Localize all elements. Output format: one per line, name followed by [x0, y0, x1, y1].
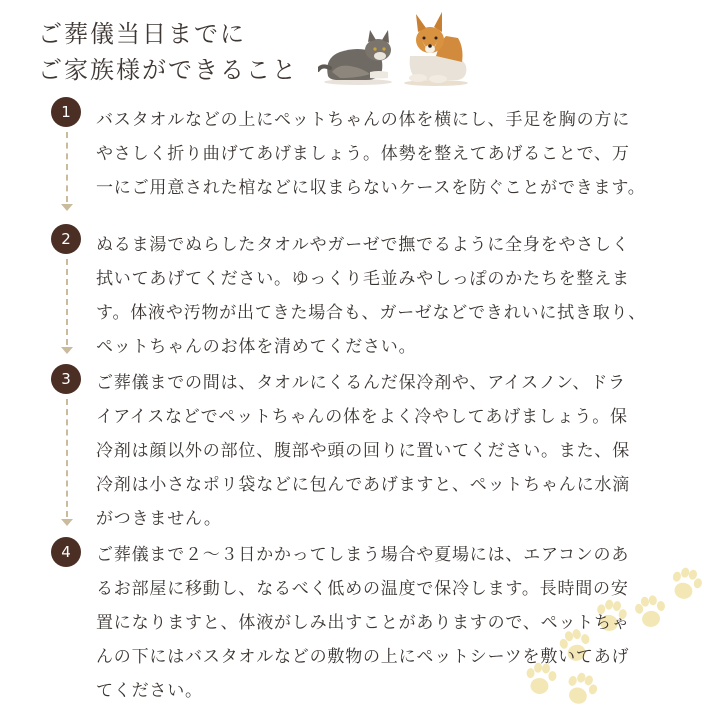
step-badge-4: 4	[51, 537, 81, 567]
step-connector-3	[66, 399, 68, 517]
text-line: ご葬儀までの間は、タオルにくるんだ保冷剤や、アイスノン、ドラ	[96, 373, 626, 393]
step-badge-3: 3	[51, 364, 81, 394]
step-text-2	[96, 228, 686, 364]
text-line: 冷剤は小さなポリ袋などに包んであげますと、ペットちゃんに水滴	[96, 475, 630, 495]
step-text-4	[96, 538, 686, 708]
text-line: ご葬儀まで２〜３日かかってしまう場合や夏場には、エアコンのあ	[96, 545, 630, 565]
pets-illustration	[318, 12, 474, 86]
text-line: 冷剤は顔以外の部位、腹部や頭の回りに置いてください。また、保	[96, 441, 630, 461]
page-title	[38, 16, 298, 88]
arrow-down-icon	[61, 347, 73, 354]
step-connector-1	[66, 132, 68, 202]
text-line: てください。	[96, 681, 203, 701]
arrow-down-icon	[61, 204, 73, 211]
page-title-line-1: ご葬儀当日までに	[38, 20, 246, 48]
text-line: んの下にはバスタオルなどの敷物の上にペットシーツを敷いてあげ	[96, 647, 630, 667]
text-line: す。体液や汚物が出てきた場合も、ガーゼなどできれいに拭き取り、	[96, 303, 647, 323]
text-line: やさしく折り曲げてあげましょう。体勢を整えてあげることで、万	[96, 144, 630, 164]
text-line: ぬるま湯でぬらしたタオルやガーゼで撫でるように全身をやさしく	[96, 235, 630, 255]
arrow-down-icon	[61, 519, 73, 526]
text-line: がつきません。	[96, 509, 222, 529]
step-badge-1: 1	[51, 97, 81, 127]
text-line: 拭いてあげてください。ゆっくり毛並みやしっぽのかたちを整えま	[96, 269, 630, 289]
page-title-line-2: ご家族様ができること	[38, 56, 298, 84]
text-line: るお部屋に移動し、なるべく低めの温度で保冷します。長時間の安	[96, 579, 629, 599]
text-line: バスタオルなどの上にペットちゃんの体を横にし、手足を胸の方に	[96, 110, 630, 130]
text-line: イアイスなどでペットちゃんの体をよく冷やしてあげましょう。保	[96, 407, 628, 427]
step-badge-2: 2	[51, 224, 81, 254]
step-text-3	[96, 366, 686, 536]
text-line: 一にご用意された棺などに収まらないケースを防ぐことができます。	[96, 178, 646, 198]
corgi-photo	[404, 12, 468, 86]
step-connector-2	[66, 259, 68, 345]
step-text-1	[96, 103, 686, 205]
cat-photo	[318, 30, 392, 85]
text-line: 置になりますと、体液がしみ出すことがありますので、ペットちゃ	[96, 613, 630, 633]
text-line: ペットちゃんのお体を清めてください。	[96, 337, 417, 357]
